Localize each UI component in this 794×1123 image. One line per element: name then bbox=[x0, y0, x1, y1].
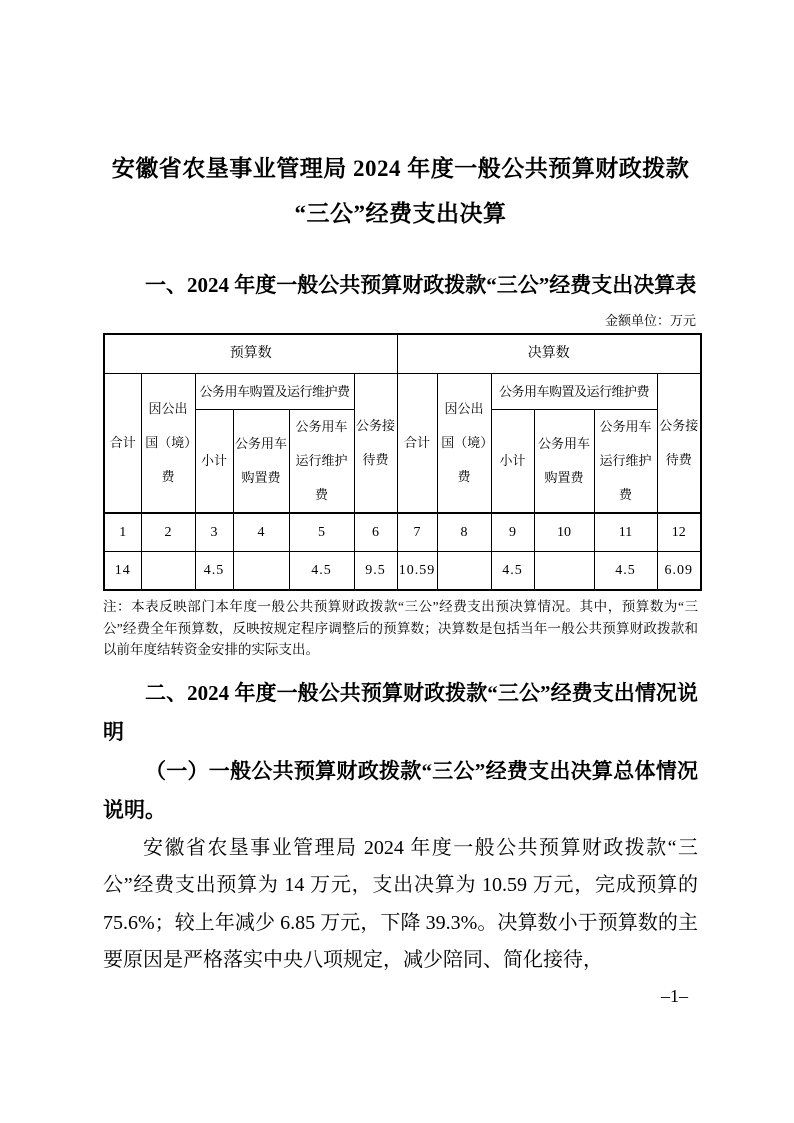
value-budget-total: 14 bbox=[104, 552, 141, 591]
table-group-header-row bbox=[104, 334, 701, 374]
header-final-abroad: 因公出国（境）费 bbox=[437, 374, 491, 514]
column-number-cell: 12 bbox=[657, 513, 701, 552]
overview-paragraph: 安徽省农垦事业管理局 2024 年度一般公共预算财政拨款“三公”经费支出预算为 14 万元，支出决算为 10.59 万元，完成预算的 75.6%；较上年减少 6.85 万元，下降 39.3%。决算数小于预算数的主要原因是严格落实中央八项规定，减少陪同、简化接待， bbox=[103, 836, 698, 971]
header-budget-reception: 公务接待费 bbox=[354, 374, 397, 514]
header-final-vehicle-group: 公务用车购置及运行维护费 bbox=[491, 374, 657, 410]
table-note: 注：本表反映部门本年度一般公共预算财政拨款“三公”经费支出预决算情况。其中，预算数为“三公”经费全年预算数，反映按规定程序调整后的预算数；决算数是包括当年一般公共预算财政拨款和以前年度结转资金安排的实际支出。 bbox=[103, 599, 698, 657]
column-number-cell: 3 bbox=[195, 513, 233, 552]
value-budget-reception: 9.5 bbox=[354, 552, 397, 591]
header-budget-total: 合计 bbox=[104, 374, 141, 514]
value-budget-maintenance: 4.5 bbox=[289, 552, 354, 591]
table-value-row bbox=[104, 552, 701, 591]
value-final-reception: 6.09 bbox=[657, 552, 701, 591]
column-number-cell: 2 bbox=[141, 513, 195, 552]
table-column-number-row bbox=[104, 513, 701, 552]
document-title bbox=[103, 146, 698, 236]
group-header-budget: 预算数 bbox=[104, 334, 397, 374]
column-number-cell: 4 bbox=[233, 513, 289, 552]
header-budget-maintenance: 公务用车运行维护费 bbox=[289, 410, 354, 514]
document-title-line1: 安徽省农垦事业管理局 2024 年度一般公共预算财政拨款 bbox=[111, 156, 690, 181]
column-number-cell: 8 bbox=[437, 513, 491, 552]
value-final-maintenance: 4.5 bbox=[594, 552, 657, 591]
column-number-cell: 7 bbox=[397, 513, 437, 552]
page-number: –1– bbox=[661, 985, 688, 1006]
document-title-line2: “三公”经费支出决算 bbox=[294, 201, 507, 226]
value-final-abroad bbox=[437, 552, 491, 591]
column-number-cell: 5 bbox=[289, 513, 354, 552]
section2-sub1-heading: （一）一般公共预算财政拨款“三公”经费支出决算总体情况说明。 bbox=[103, 758, 698, 822]
value-budget-purchase bbox=[233, 552, 289, 591]
header-final-reception: 公务接待费 bbox=[657, 374, 701, 514]
header-final-maintenance: 公务用车运行维护费 bbox=[594, 410, 657, 514]
value-final-subtotal: 4.5 bbox=[491, 552, 534, 591]
section2-heading: 二、2024 年度一般公共预算财政拨款“三公”经费支出情况说明 bbox=[103, 680, 698, 744]
header-budget-abroad: 因公出国（境）费 bbox=[141, 374, 195, 514]
value-final-total: 10.59 bbox=[397, 552, 437, 591]
sangong-expense-table bbox=[103, 333, 702, 591]
column-number-cell: 1 bbox=[104, 513, 141, 552]
column-number-cell: 10 bbox=[534, 513, 594, 552]
table-header-row-upper bbox=[104, 374, 701, 410]
section1-heading: 一、2024 年度一般公共预算财政拨款“三公”经费支出决算表 bbox=[145, 273, 697, 297]
column-number-cell: 11 bbox=[594, 513, 657, 552]
header-final-purchase: 公务用车购置费 bbox=[534, 410, 594, 514]
value-budget-abroad bbox=[141, 552, 195, 591]
value-final-purchase bbox=[534, 552, 594, 591]
column-number-cell: 9 bbox=[491, 513, 534, 552]
column-number-cell: 6 bbox=[354, 513, 397, 552]
header-final-total: 合计 bbox=[397, 374, 437, 514]
header-budget-vehicle-group: 公务用车购置及运行维护费 bbox=[195, 374, 354, 410]
amount-unit-label: 金额单位：万元 bbox=[604, 313, 696, 328]
value-budget-subtotal: 4.5 bbox=[195, 552, 233, 591]
header-budget-subtotal: 小计 bbox=[195, 410, 233, 514]
header-budget-purchase: 公务用车购置费 bbox=[233, 410, 289, 514]
group-header-final: 决算数 bbox=[397, 334, 701, 374]
header-final-subtotal: 小计 bbox=[491, 410, 534, 514]
